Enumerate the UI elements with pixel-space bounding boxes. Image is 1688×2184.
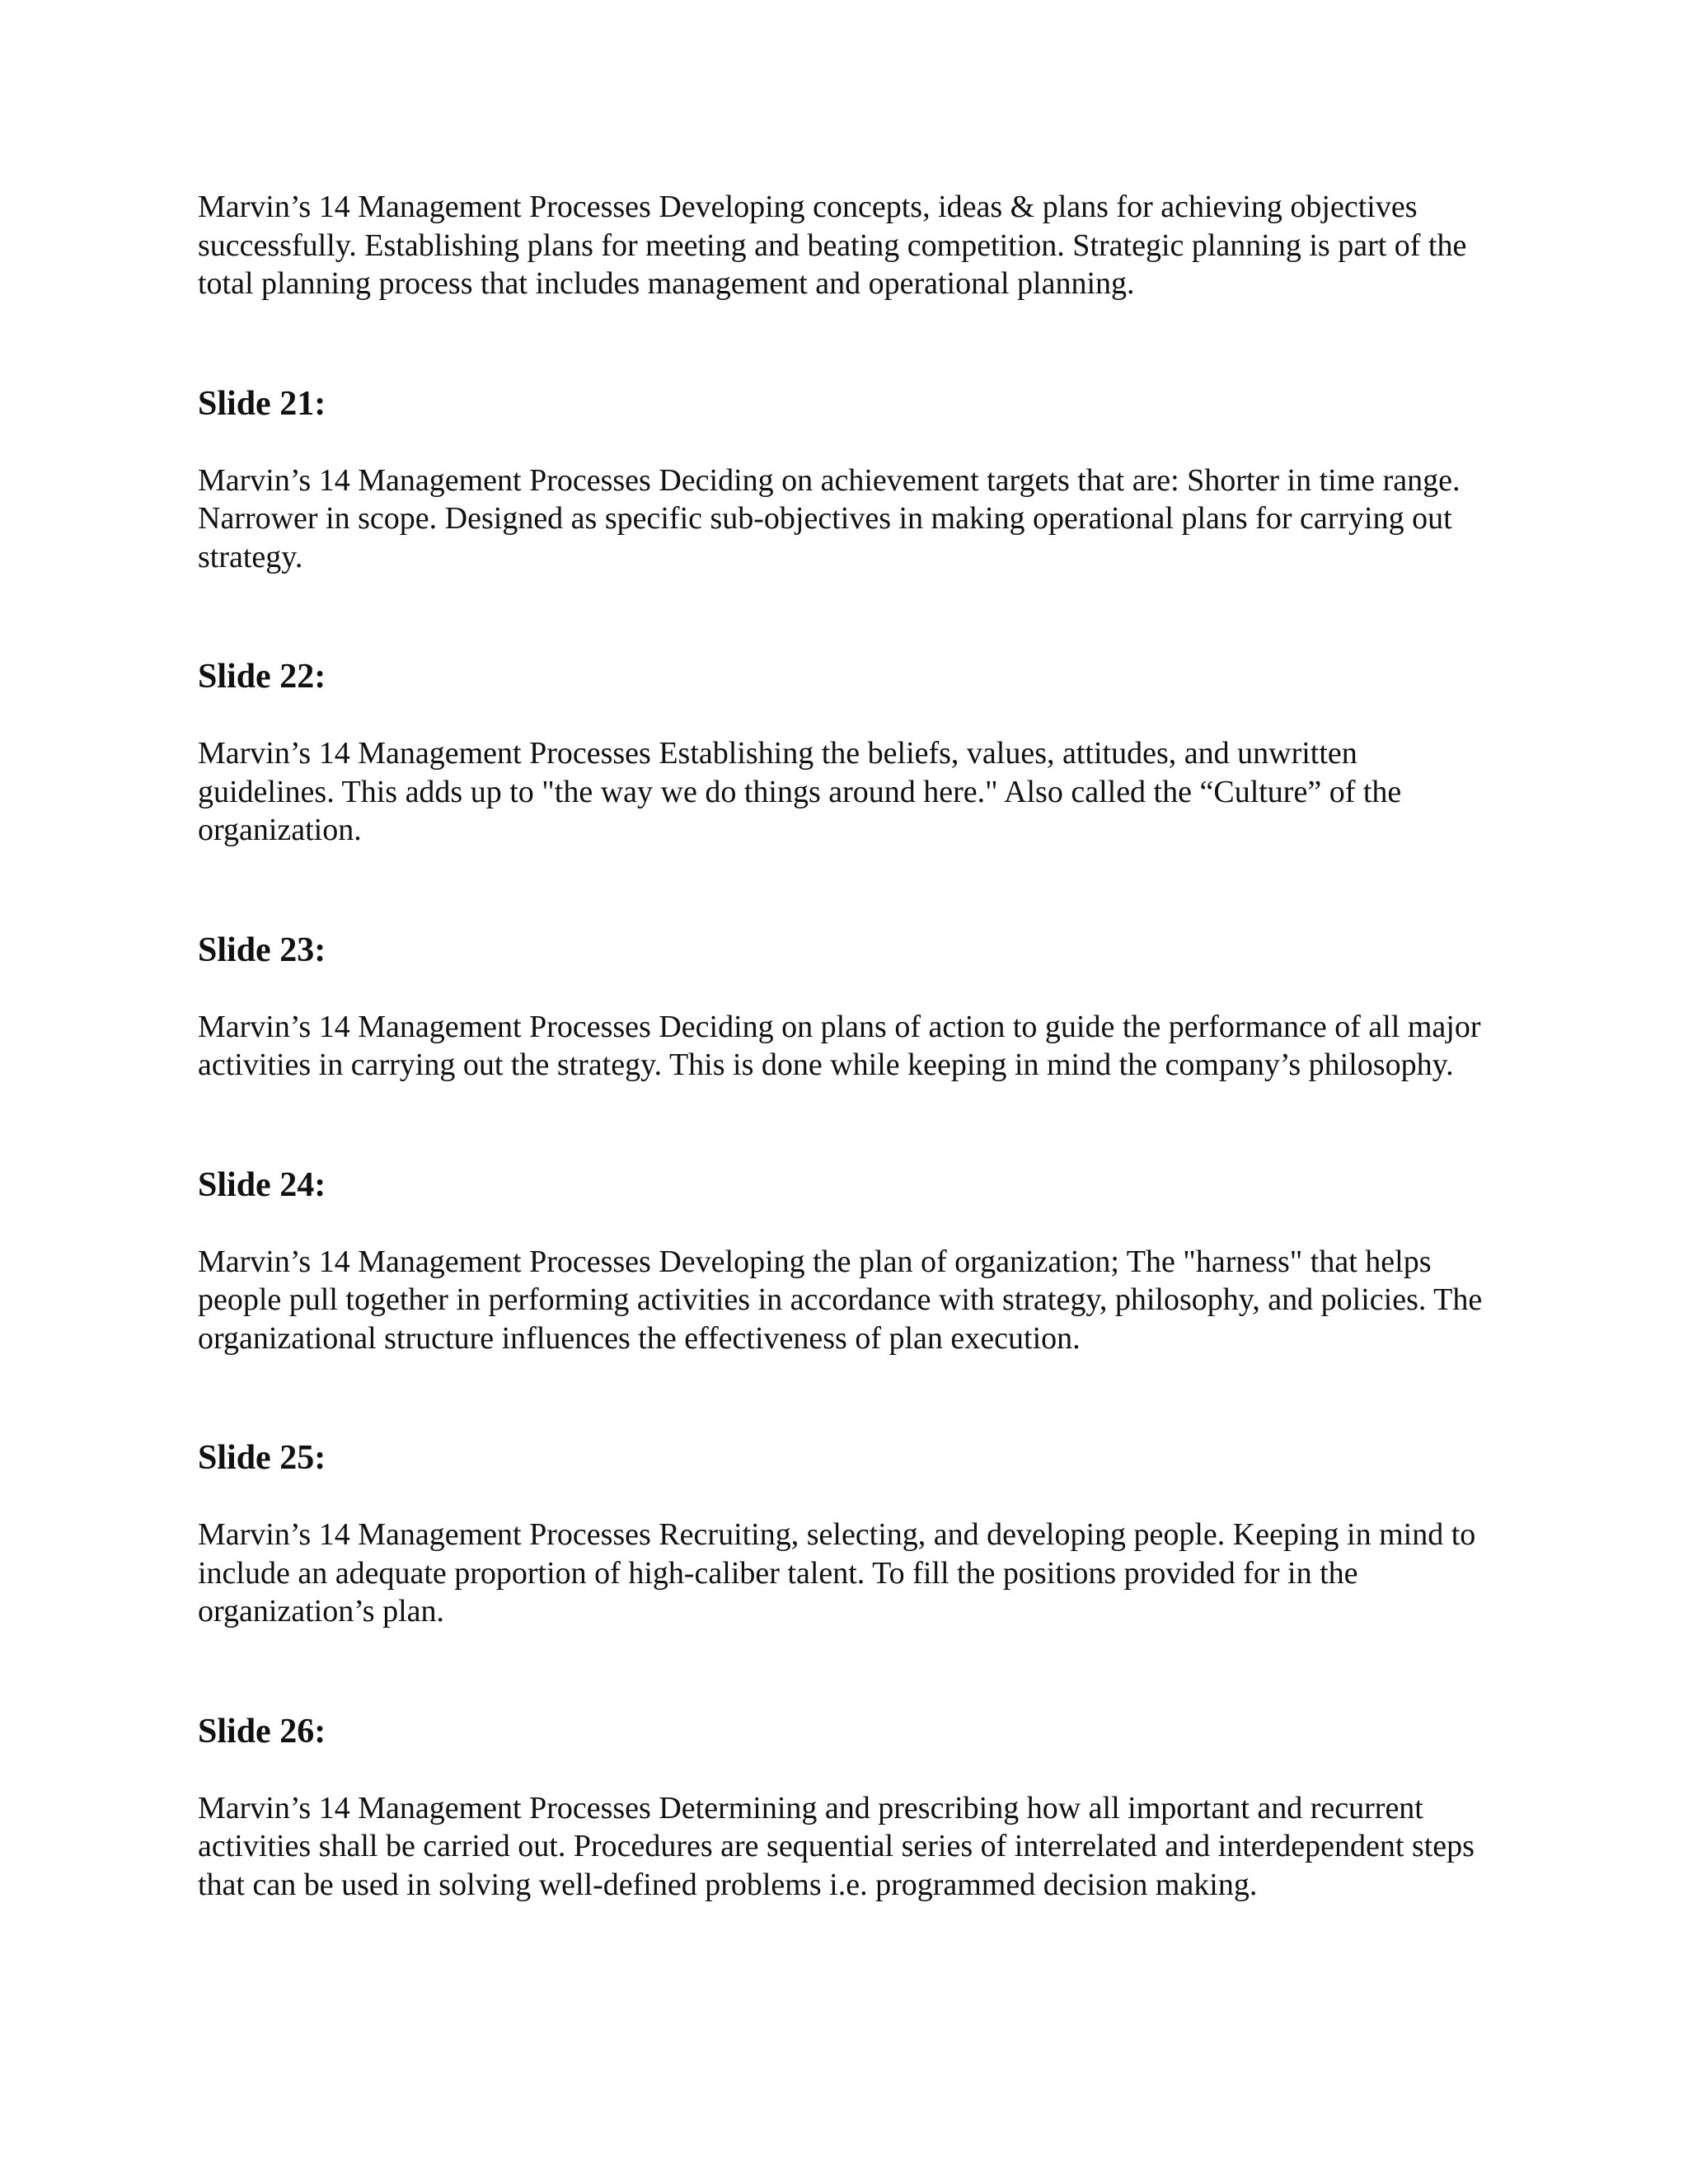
slide-paragraph: Marvin’s 14 Management Processes Determining and prescribing how all important and recurrent activities shall be carried out. Procedures are sequential series of interrelated and interdependent steps that can be used in solving well-defined problems i.e. programmed decision making. xyxy=(198,1790,1475,1902)
slide-section-21 xyxy=(198,382,1500,577)
slide-heading: Slide 23: xyxy=(198,930,326,969)
slide-heading: Slide 24: xyxy=(198,1165,326,1204)
intro-paragraph: Marvin’s 14 Management Processes Developing concepts, ideas & plans for achieving objectives successfully. Establishing plans for meeting and beating competition. Strategic planning is part of the total planning process that includes management and operational planning. xyxy=(198,190,1467,301)
slide-paragraph: Marvin’s 14 Management Processes Developing the plan of organization; The "harness" that helps people pull together in performing activities in accordance with strategy, philosophy, and policies. The organizational structure influences the effectiveness of plan execution. xyxy=(198,1244,1483,1356)
slide-heading: Slide 22: xyxy=(198,658,326,696)
slide-heading: Slide 26: xyxy=(198,1712,326,1750)
slide-paragraph: Marvin’s 14 Management Processes Establishing the beliefs, values, attitudes, and unwritten guidelines. This adds up to "the way we do things around here." Also called the “Culture” of the organization. xyxy=(198,736,1402,847)
slide-paragraph: Marvin’s 14 Management Processes Deciding on plans of action to guide the performance of all major activities in carrying out the strategy. This is done while keeping in mind the company’s philosophy. xyxy=(198,1009,1481,1082)
document-body xyxy=(198,188,1500,1904)
slide-section-24 xyxy=(198,1164,1500,1358)
slide-section-22 xyxy=(198,655,1500,850)
slide-section-23 xyxy=(198,929,1500,1085)
slide-paragraph: Marvin’s 14 Management Processes Recruiting, selecting, and developing people. Keeping in mind to include an adequate proportion of high-caliber talent. To fill the positions provided for in the organization’s plan. xyxy=(198,1517,1476,1629)
slide-section-25 xyxy=(198,1436,1500,1631)
slide-paragraph: Marvin’s 14 Management Processes Deciding on achievement targets that are: Shorter in time range. Narrower in scope. Designed as specific sub-objectives in making operational plans for carrying out strategy. xyxy=(198,462,1461,574)
slide-section-26 xyxy=(198,1710,1500,1905)
slide-heading: Slide 25: xyxy=(198,1439,326,1477)
slide-heading: Slide 21: xyxy=(198,384,326,423)
